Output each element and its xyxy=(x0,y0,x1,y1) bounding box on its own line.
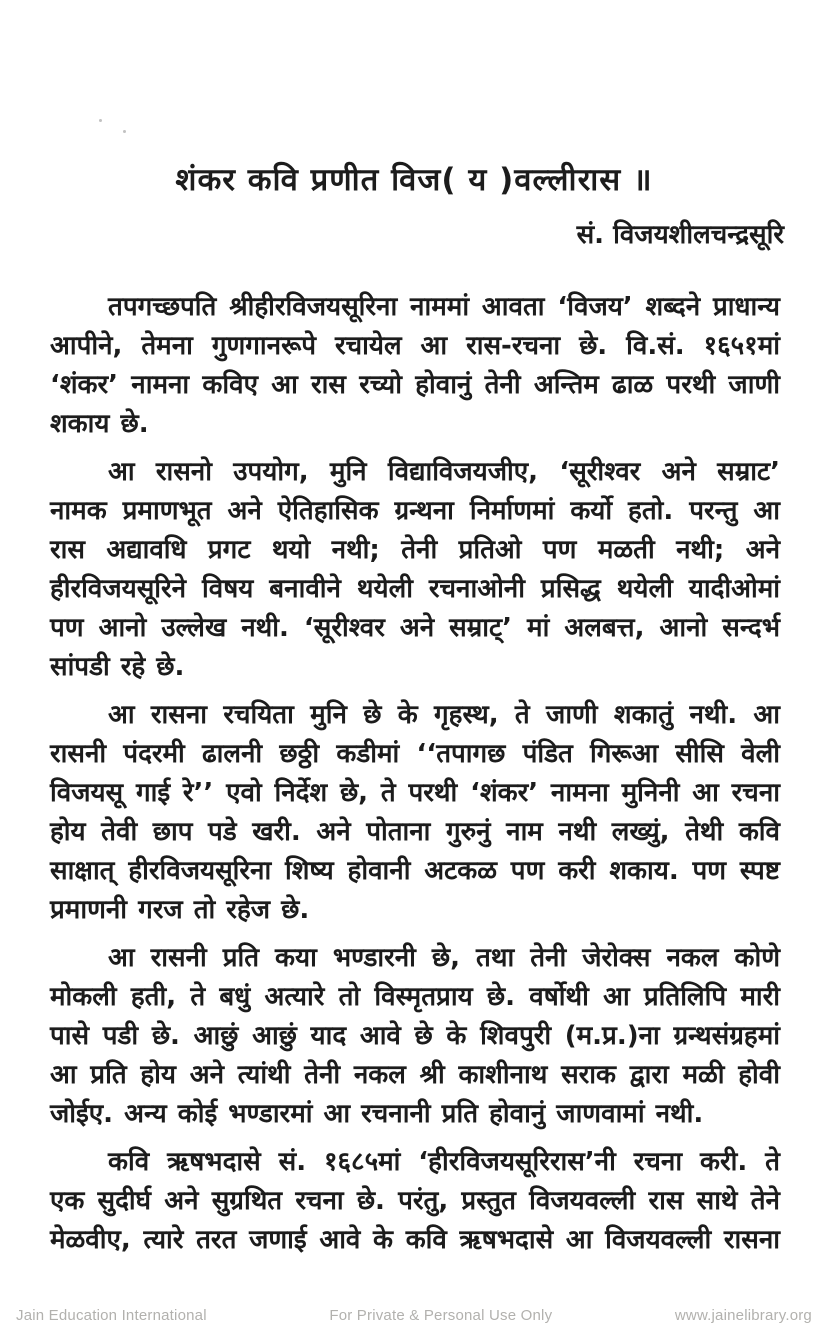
text-line: पण आनो उल्लेख नथी. ‘सूरीश्वर अने सम्राट्’ मां अलबत्त, आनो सन्दर्भ xyxy=(50,613,780,643)
text-line: आ प्रति होय अने त्यांथी तेनी नकल श्री काशीनाथ सराक द्वारा मळी होवी xyxy=(50,1060,780,1090)
text-line: ‘शंकर’ नामना कविए आ रास रच्यो होवानुं तेनी अन्तिम ढाळ परथी जाणी xyxy=(50,370,780,400)
paragraph xyxy=(50,696,780,930)
text-line: रासनी पंदरमी ढालनी छठ्ठी कडीमां ‘‘तपागछ पंडित गिरूआ सीसि वेली xyxy=(50,739,780,769)
text-line: साक्षात् हीरविजयसूरिना शिष्य होवानी अटकळ पण करी शकाय. पण स्पष्ट xyxy=(50,856,780,886)
footer-website-text: www.jainelibrary.org xyxy=(674,1307,812,1324)
paragraph xyxy=(50,453,780,687)
paragraph xyxy=(50,939,780,1134)
text-line: होय तेवी छाप पडे खरी. अने पोताना गुरुनुं नाम नथी लख्युं, तेथी कवि xyxy=(50,817,780,847)
text-line: पासे पडी छे. आछुं आछुं याद आवे छे के शिवपुरी (म.प्र.)ना ग्रन्थसंग्रहमां xyxy=(50,1021,780,1051)
footer-left-credit: Jain Education International xyxy=(16,1307,207,1324)
text-line: आ रासनी प्रति कया भण्डारनी छे, तथा तेनी जेरोक्स नकल कोणे xyxy=(108,943,780,973)
text-line: आ रासनो उपयोग, मुनि विद्याविजयजीए, ‘सूरीश्वर अने सम्राट’ xyxy=(108,457,780,487)
text-line: मोकली हती, ते बधुं अत्यारे तो विस्मृतप्राय छे. वर्षोथी आ प्रतिलिपि मारी xyxy=(50,982,780,1012)
text-line: हीरविजयसूरिने विषय बनावीने थयेली रचनाओनी प्रसिद्ध थयेली यादीओमां xyxy=(50,574,780,604)
text-line: रास अद्यावधि प्रगट थयो नथी; तेनी प्रतिओ पण मळती नथी; अने xyxy=(50,535,780,565)
page-title: शंकर कवि प्रणीत विज( य )वल्लीरास ॥ xyxy=(175,162,653,198)
text-line: कवि ऋषभदासे सं. १६८५मां ‘हीरविजयसूरिरास’नी रचना करी. ते xyxy=(108,1147,780,1177)
body-paragraphs xyxy=(0,254,828,1260)
text-line: शकाय छे. xyxy=(50,409,149,439)
text-line: जोईए. अन्य कोई भण्डारमां आ रचनानी प्रति होवानुं जाणवामां नथी. xyxy=(50,1099,704,1129)
text-line: आ रासना रचयिता मुनि छे के गृहस्थ, ते जाणी शकातुं नथी. आ xyxy=(108,700,780,730)
text-line: एक सुदीर्घ अने सुग्रथित रचना छे. परंतु, प्रस्तुत विजयवल्ली रास साथे तेने xyxy=(50,1186,780,1216)
text-line: प्रमाणनी गरज तो रहेज छे. xyxy=(50,895,310,925)
page-footer xyxy=(0,1307,828,1324)
scan-speck xyxy=(99,119,102,122)
text-line: आपीने, तेमना गुणगानरूपे रचायेल आ रास-रचना छे. वि.सं. १६५१मां xyxy=(50,331,780,361)
footer-center-notice: For Private & Personal Use Only xyxy=(329,1307,553,1324)
scan-speck xyxy=(123,130,126,133)
text-line: तपगच्छपति श्रीहीरविजयसूरिना नाममां आवता ‘विजय’ शब्दने प्राधान्य xyxy=(108,292,780,322)
paragraph xyxy=(50,1143,780,1260)
editor-byline: सं. विजयशीलचन्द्रसूरि xyxy=(576,220,784,250)
text-line: नामक प्रमाणभूत अने ऐतिहासिक ग्रन्थना निर्माणमां कर्यो हतो. परन्तु आ xyxy=(50,496,780,526)
text-line: मेळवीए, त्यारे तरत जणाई आवे के कवि ऋषभदासे आ विजयवल्ली रासना xyxy=(50,1225,780,1255)
text-line: विजयसू गाई रे’’ एवो निर्देश छे, ते परथी ‘शंकर’ नामना मुनिनी आ रचना xyxy=(50,778,780,808)
text-line: सांपडी रहे छे. xyxy=(50,652,185,682)
paragraph xyxy=(50,288,780,444)
